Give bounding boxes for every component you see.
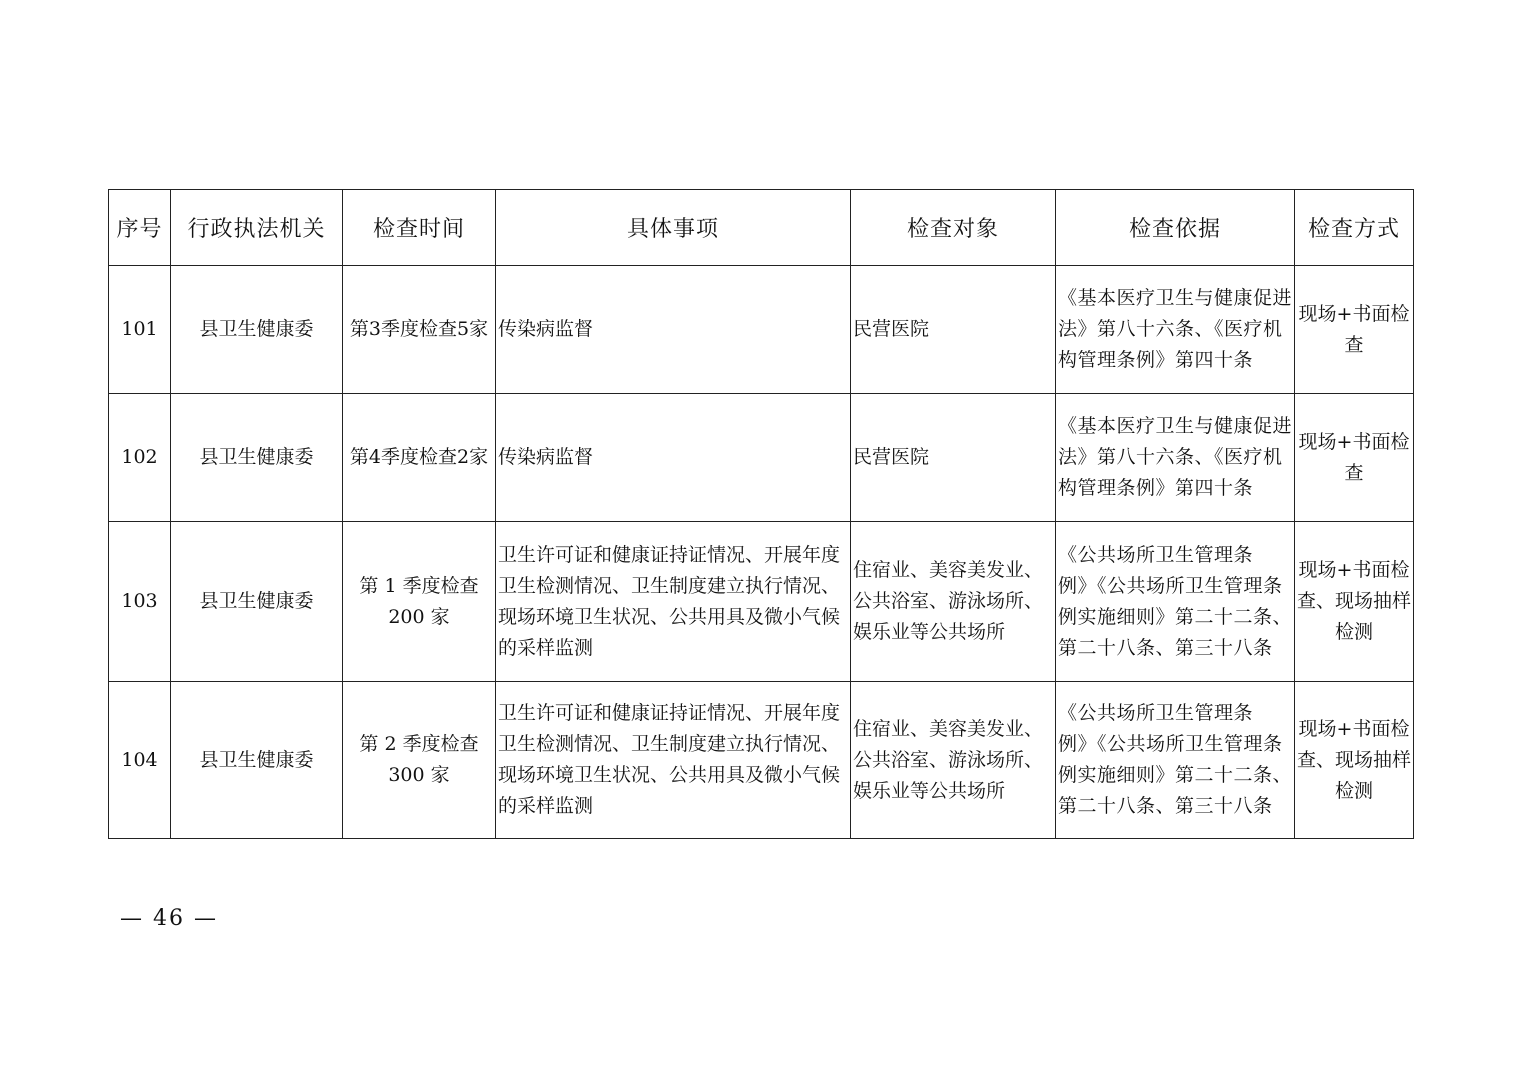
cell-target: 住宿业、美容美发业、公共浴室、游泳场所、娱乐业等公共场所 (851, 682, 1056, 839)
cell-serial: 104 (109, 682, 171, 839)
header-item: 具体事项 (496, 190, 851, 266)
cell-basis: 《公共场所卫生管理条例》《公共场所卫生管理条例实施细则》第二十二条、第二十八条、第三十八条 (1056, 522, 1295, 682)
cell-agency: 县卫生健康委 (171, 522, 343, 682)
header-serial: 序号 (109, 190, 171, 266)
header-basis: 检查依据 (1056, 190, 1295, 266)
cell-item: 卫生许可证和健康证持证情况、开展年度卫生检测情况、卫生制度建立执行情况、现场环境卫生状况、公共用具及微小气候的采样监测 (496, 522, 851, 682)
header-time: 检查时间 (343, 190, 496, 266)
table-row (109, 522, 1414, 682)
inspection-table (108, 189, 1414, 839)
cell-agency: 县卫生健康委 (171, 266, 343, 394)
cell-method: 现场+书面检查、现场抽样检测 (1295, 682, 1414, 839)
cell-method: 现场+书面检查 (1295, 266, 1414, 394)
cell-method: 现场+书面检查、现场抽样检测 (1295, 522, 1414, 682)
cell-time: 第 2 季度检查 300 家 (343, 682, 496, 839)
header-target: 检查对象 (851, 190, 1056, 266)
header-method: 检查方式 (1295, 190, 1414, 266)
cell-time: 第 1 季度检查 200 家 (343, 522, 496, 682)
table-header-row (109, 190, 1414, 266)
cell-item: 传染病监督 (496, 394, 851, 522)
cell-basis: 《基本医疗卫生与健康促进法》第八十六条、《医疗机构管理条例》第四十条 (1056, 394, 1295, 522)
table-row (109, 394, 1414, 522)
cell-method: 现场+书面检查 (1295, 394, 1414, 522)
cell-agency: 县卫生健康委 (171, 394, 343, 522)
cell-time: 第4季度检查2家 (343, 394, 496, 522)
header-agency: 行政执法机关 (171, 190, 343, 266)
table-row (109, 682, 1414, 839)
cell-serial: 101 (109, 266, 171, 394)
cell-basis: 《基本医疗卫生与健康促进法》第八十六条、《医疗机构管理条例》第四十条 (1056, 266, 1295, 394)
cell-agency: 县卫生健康委 (171, 682, 343, 839)
cell-target: 民营医院 (851, 266, 1056, 394)
cell-item: 传染病监督 (496, 266, 851, 394)
cell-serial: 102 (109, 394, 171, 522)
cell-item: 卫生许可证和健康证持证情况、开展年度卫生检测情况、卫生制度建立执行情况、现场环境卫生状况、公共用具及微小气候的采样监测 (496, 682, 851, 839)
page-number: — 46 — (120, 906, 218, 931)
cell-serial: 103 (109, 522, 171, 682)
cell-time: 第3季度检查5家 (343, 266, 496, 394)
cell-basis: 《公共场所卫生管理条例》《公共场所卫生管理条例实施细则》第二十二条、第二十八条、第三十八条 (1056, 682, 1295, 839)
table-row (109, 266, 1414, 394)
cell-target: 民营医院 (851, 394, 1056, 522)
cell-target: 住宿业、美容美发业、公共浴室、游泳场所、娱乐业等公共场所 (851, 522, 1056, 682)
